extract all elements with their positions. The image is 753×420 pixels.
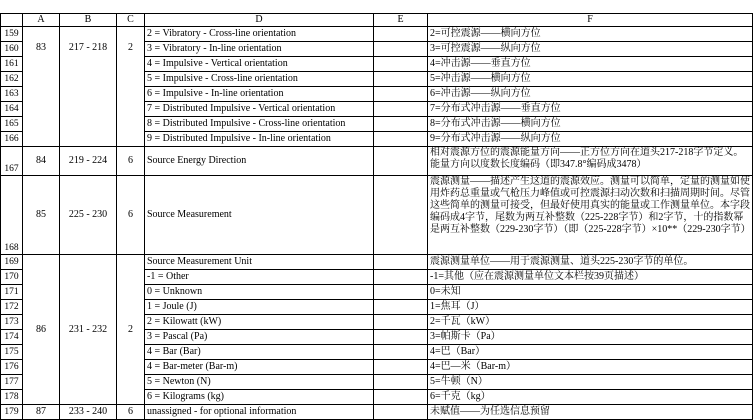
- row-header[interactable]: 179: [1, 405, 23, 420]
- row-header[interactable]: 161: [1, 57, 23, 72]
- row-header[interactable]: 159: [1, 27, 23, 42]
- cell-description-zh[interactable]: 震源测量——描述产生这道的震源效应。测量可以简单，定量的测量如使用炸药总重量或气枪压力峰值或可控震源扫动次数和扫描周期时间。尽管这些简单的测量可接受，但最好使用真实的能量或工作测量单位。本字段编码成4字节，尾数为两互补整数（225-228字节）和2字节，十的指数幂是两互补整数（229-230字节）（即（225-228字节）×10**（229-230字节）: [428, 176, 753, 255]
- row-header[interactable]: 160: [1, 42, 23, 57]
- column-header-e[interactable]: E: [374, 14, 428, 27]
- cell-empty[interactable]: [374, 42, 428, 57]
- row-header[interactable]: 162: [1, 72, 23, 87]
- cell-empty[interactable]: [374, 87, 428, 102]
- cell-empty[interactable]: [374, 147, 428, 176]
- cell-description-en[interactable]: Source Energy Direction: [145, 147, 374, 176]
- cell-description-zh[interactable]: 2=可控震源——横向方位: [428, 27, 753, 42]
- cell-description-en[interactable]: 6 = Kilograms (kg): [145, 390, 374, 405]
- trace-header-table: [0, 13, 753, 420]
- cell-description-en[interactable]: 0 = Unknown: [145, 285, 374, 300]
- table-row: [1, 147, 753, 176]
- row-header[interactable]: 170: [1, 270, 23, 285]
- table-row: [1, 27, 753, 42]
- cell-description-zh[interactable]: 6=千克（kg）: [428, 390, 753, 405]
- cell-description-zh[interactable]: 9=分布式冲击源——纵向方位: [428, 132, 753, 147]
- cell-description-en[interactable]: -1 = Other: [145, 270, 374, 285]
- cell-empty[interactable]: [374, 102, 428, 117]
- cell-description-en[interactable]: 3 = Vibratory - In-line orientation: [145, 42, 374, 57]
- corner-cell[interactable]: [1, 14, 23, 27]
- cell-field-length[interactable]: 6: [117, 147, 145, 176]
- cell-description-en[interactable]: 4 = Bar-meter (Bar-m): [145, 360, 374, 375]
- cell-description-en[interactable]: 2 = Kilowatt (kW): [145, 315, 374, 330]
- cell-description-en[interactable]: 6 = Impulsive - In-line orientation: [145, 87, 374, 102]
- cell-description-zh[interactable]: 1=焦耳（J）: [428, 300, 753, 315]
- cell-description-zh[interactable]: 3=可控震源——纵向方位: [428, 42, 753, 57]
- cell-byte-range[interactable]: 231 - 232: [60, 255, 117, 405]
- cell-field-number[interactable]: 86: [23, 255, 60, 405]
- cell-description-zh[interactable]: 5=牛顿（N）: [428, 375, 753, 390]
- cell-description-en[interactable]: 8 = Distributed Impulsive - Cross-line orientation: [145, 117, 374, 132]
- row-header[interactable]: 167: [1, 147, 23, 176]
- cell-description-zh[interactable]: 6=冲击源——纵向方位: [428, 87, 753, 102]
- cell-description-zh[interactable]: 7=分布式冲击源——垂直方位: [428, 102, 753, 117]
- column-header-b[interactable]: B: [60, 14, 117, 27]
- cell-empty[interactable]: [374, 405, 428, 420]
- cell-byte-range[interactable]: 233 - 240: [60, 405, 117, 420]
- column-header-f[interactable]: F: [428, 14, 753, 27]
- cell-description-en[interactable]: 7 = Distributed Impulsive - Vertical orientation: [145, 102, 374, 117]
- cell-field-length[interactable]: 2: [117, 255, 145, 405]
- cell-empty[interactable]: [374, 57, 428, 72]
- column-header-c[interactable]: C: [117, 14, 145, 27]
- row-header[interactable]: 177: [1, 375, 23, 390]
- cell-empty[interactable]: [374, 72, 428, 87]
- cell-empty[interactable]: [374, 375, 428, 390]
- cell-description-en[interactable]: 9 = Distributed Impulsive - In-line orientation: [145, 132, 374, 147]
- cell-description-zh[interactable]: 震源测量单位——用于震源测量、道头225-230字节的单位。: [428, 255, 753, 270]
- table-row: [1, 405, 753, 420]
- cell-description-en[interactable]: 3 = Pascal (Pa): [145, 330, 374, 345]
- cell-empty[interactable]: [374, 345, 428, 360]
- cell-description-zh[interactable]: 5=冲击源——横向方位: [428, 72, 753, 87]
- cell-empty[interactable]: [374, 390, 428, 405]
- cell-description-en[interactable]: 4 = Impulsive - Vertical orientation: [145, 57, 374, 72]
- cell-field-length[interactable]: 2: [117, 27, 145, 147]
- cell-description-zh[interactable]: -1=其他（应在震源测量单位文本栏按39页描述）: [428, 270, 753, 285]
- cell-description-zh[interactable]: 相对震源方位的震源能量方向——正方位方向在道头217-218字节定义。能量方向以度数长度编码（即347.8°编码成3478）: [428, 147, 753, 176]
- cell-empty[interactable]: [374, 176, 428, 255]
- column-header-a[interactable]: A: [23, 14, 60, 27]
- row-header[interactable]: 173: [1, 315, 23, 330]
- cell-byte-range[interactable]: 217 - 218: [60, 27, 117, 147]
- cell-description-zh[interactable]: 4=冲击源——垂直方位: [428, 57, 753, 72]
- cell-empty[interactable]: [374, 255, 428, 270]
- cell-description-zh[interactable]: 2=千瓦（kW）: [428, 315, 753, 330]
- cell-empty[interactable]: [374, 300, 428, 315]
- row-header[interactable]: 171: [1, 285, 23, 300]
- cell-empty[interactable]: [374, 315, 428, 330]
- row-header[interactable]: 178: [1, 390, 23, 405]
- table-row: [1, 176, 753, 255]
- cell-byte-range[interactable]: 225 - 230: [60, 176, 117, 255]
- cell-description-en[interactable]: unassigned - for optional information: [145, 405, 374, 420]
- cell-field-number[interactable]: 85: [23, 176, 60, 255]
- cell-empty[interactable]: [374, 27, 428, 42]
- cell-description-en[interactable]: 2 = Vibratory - Cross-line orientation: [145, 27, 374, 42]
- cell-empty[interactable]: [374, 117, 428, 132]
- row-header[interactable]: 165: [1, 117, 23, 132]
- cell-description-zh[interactable]: 0=未知: [428, 285, 753, 300]
- cell-field-number[interactable]: 83: [23, 27, 60, 147]
- table-row: [1, 255, 753, 270]
- cell-description-en[interactable]: 5 = Impulsive - Cross-line orientation: [145, 72, 374, 87]
- cell-empty[interactable]: [374, 285, 428, 300]
- cell-description-en[interactable]: 5 = Newton (N): [145, 375, 374, 390]
- row-header[interactable]: 174: [1, 330, 23, 345]
- cell-description-en[interactable]: Source Measurement: [145, 176, 374, 255]
- cell-empty[interactable]: [374, 270, 428, 285]
- cell-description-zh[interactable]: 未赋值——为任选信息预留: [428, 405, 753, 420]
- cell-description-zh[interactable]: 3=帕斯卡（Pa）: [428, 330, 753, 345]
- cell-empty[interactable]: [374, 330, 428, 345]
- cell-field-number[interactable]: 84: [23, 147, 60, 176]
- cell-description-en[interactable]: 4 = Bar (Bar): [145, 345, 374, 360]
- cell-description-en[interactable]: 1 = Joule (J): [145, 300, 374, 315]
- row-header[interactable]: 176: [1, 360, 23, 375]
- spreadsheet-page: [0, 13, 752, 418]
- column-header-row: [1, 14, 753, 27]
- cell-byte-range[interactable]: 219 - 224: [60, 147, 117, 176]
- row-header[interactable]: 169: [1, 255, 23, 270]
- cell-description-zh[interactable]: 4=巴（Bar）: [428, 345, 753, 360]
- cell-description-zh[interactable]: 4=巴—米（Bar-m）: [428, 360, 753, 375]
- cell-description-zh[interactable]: 8=分布式冲击源——横向方位: [428, 117, 753, 132]
- row-header[interactable]: 166: [1, 132, 23, 147]
- cell-field-length[interactable]: 6: [117, 405, 145, 420]
- cell-empty[interactable]: [374, 132, 428, 147]
- row-header[interactable]: 172: [1, 300, 23, 315]
- row-header[interactable]: 163: [1, 87, 23, 102]
- cell-field-number[interactable]: 87: [23, 405, 60, 420]
- column-header-d[interactable]: D: [145, 14, 374, 27]
- cell-description-en[interactable]: Source Measurement Unit: [145, 255, 374, 270]
- cell-empty[interactable]: [374, 360, 428, 375]
- row-header[interactable]: 168: [1, 176, 23, 255]
- row-header[interactable]: 164: [1, 102, 23, 117]
- cell-field-length[interactable]: 6: [117, 176, 145, 255]
- row-header[interactable]: 175: [1, 345, 23, 360]
